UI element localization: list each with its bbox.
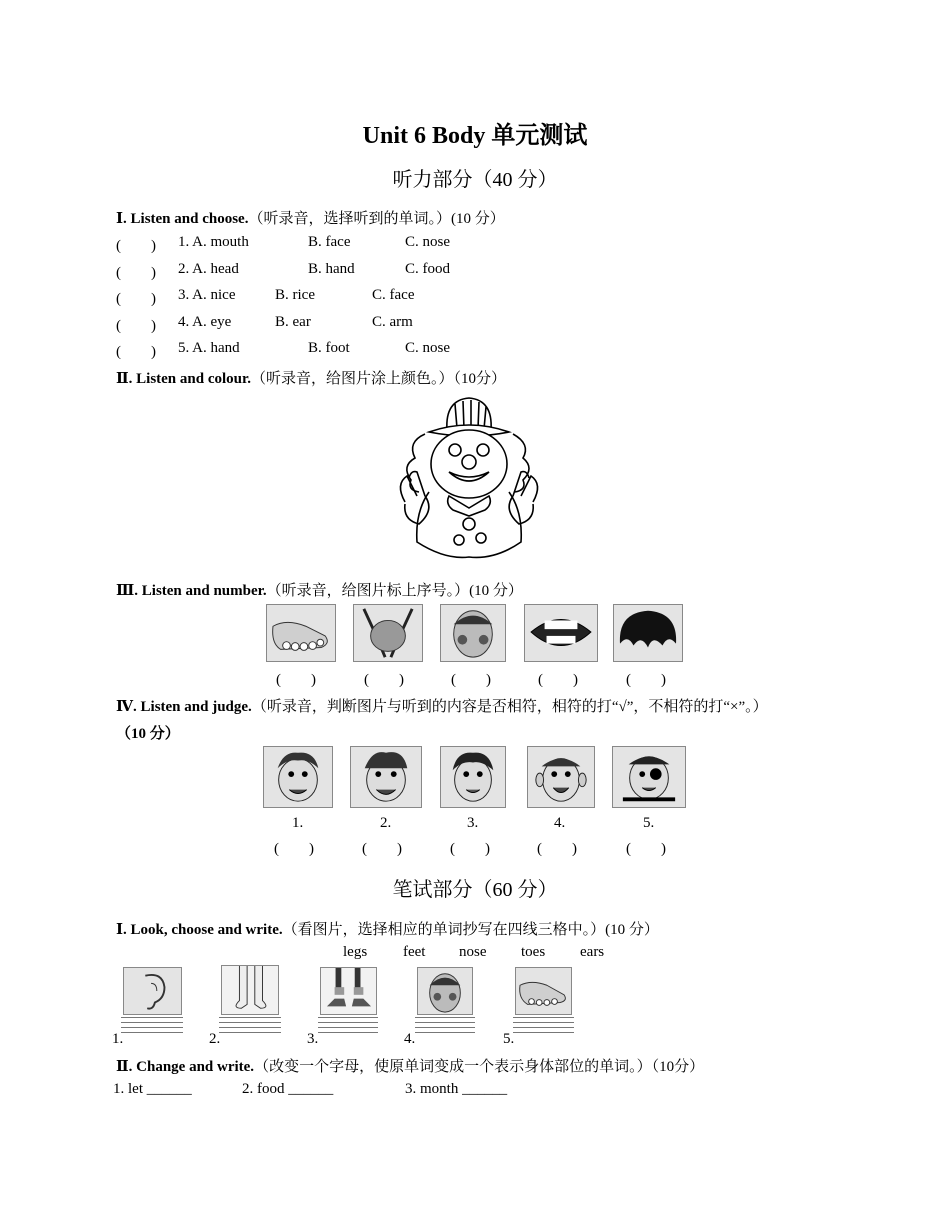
answer-blank[interactable]: ( ) xyxy=(538,672,578,688)
hair-picture xyxy=(613,604,683,662)
toes-picture xyxy=(515,967,572,1015)
option-a: 1. A. mouth xyxy=(178,234,249,250)
ear-picture xyxy=(123,967,182,1015)
nose-face-picture xyxy=(417,967,473,1015)
item-number: 1. xyxy=(112,1031,124,1047)
section-label: Ⅳ. Listen and judge. xyxy=(116,699,252,715)
item-number: 4. xyxy=(554,815,566,831)
judge-score: （10 分） xyxy=(116,726,180,742)
section-label: Ⅲ. Listen and number. xyxy=(116,583,267,599)
section-instructions: （听录音，给图片标上序号。）(10 分） xyxy=(266,583,523,599)
word-bank-word: legs xyxy=(343,944,368,960)
boy-face-picture-3 xyxy=(440,746,506,808)
answer-blank[interactable]: ( ) xyxy=(450,841,490,857)
feet-picture xyxy=(320,967,377,1015)
boy-face-picture-4 xyxy=(527,746,595,808)
option-c: C. face xyxy=(372,287,415,303)
listening-heading: 听力部分（40 分） xyxy=(392,169,558,191)
look-choose-heading xyxy=(116,918,659,939)
change-item[interactable]: 3. month ______ xyxy=(405,1081,508,1097)
answer-blank[interactable]: ( ) xyxy=(451,672,491,688)
listen-number-heading xyxy=(116,579,523,600)
answer-blank[interactable]: ( ) xyxy=(626,672,666,688)
written-heading: 笔试部分（60 分） xyxy=(392,879,558,901)
item-number: 3. xyxy=(307,1031,319,1047)
answer-blank[interactable]: ( ) xyxy=(362,841,402,857)
answer-blank[interactable]: ( ) xyxy=(276,672,316,688)
item-number: 5. xyxy=(503,1031,515,1047)
change-write-heading xyxy=(116,1055,704,1076)
option-c: C. arm xyxy=(372,314,413,330)
item-number: 1. xyxy=(292,815,304,831)
option-c: C. food xyxy=(405,261,450,277)
option-c: C. nose xyxy=(405,234,450,250)
section-label: Ⅰ. Look, choose and write. xyxy=(116,922,283,938)
listen-colour-heading xyxy=(116,367,506,388)
writing-lines-1[interactable] xyxy=(121,1017,183,1037)
mouth-picture xyxy=(524,604,598,662)
section-instructions: （听录音，选择听到的单词。）(10 分） xyxy=(248,211,505,227)
foot-toes-picture xyxy=(266,604,336,662)
answer-blank[interactable]: ( ) xyxy=(116,344,156,360)
section-label: Ⅱ. Listen and colour. xyxy=(116,371,252,387)
writing-lines-2[interactable] xyxy=(219,1017,281,1037)
answer-blank[interactable]: ( ) xyxy=(274,841,314,857)
answer-blank[interactable]: ( ) xyxy=(116,265,156,281)
boy-face-picture-2 xyxy=(350,746,422,808)
item-number: 3. xyxy=(467,815,479,831)
answer-blank[interactable]: ( ) xyxy=(537,841,577,857)
item-number: 4. xyxy=(404,1031,416,1047)
section-label: Ⅱ. Change and write. xyxy=(116,1059,255,1075)
item-number: 5. xyxy=(643,815,655,831)
writing-lines-5[interactable] xyxy=(513,1017,574,1037)
section-instructions: （改变一个字母，使原单词变成一个表示身体部位的单词。）（10分） xyxy=(254,1059,705,1075)
option-b: B. rice xyxy=(275,287,315,303)
change-item[interactable]: 2. food ______ xyxy=(242,1081,334,1097)
section-instructions: （看图片，选择相应的单词抄写在四线三格中。）(10 分） xyxy=(282,922,659,938)
listen-choose-heading xyxy=(116,207,505,228)
section-label: Ⅰ. Listen and choose. xyxy=(116,211,249,227)
option-a: 5. A. hand xyxy=(178,340,240,356)
option-b: B. ear xyxy=(275,314,311,330)
boy-face-picture-1 xyxy=(263,746,333,808)
listen-judge-heading xyxy=(116,695,768,716)
answer-blank[interactable]: ( ) xyxy=(626,841,666,857)
answer-blank[interactable]: ( ) xyxy=(116,291,156,307)
belly-picture xyxy=(353,604,423,662)
pirate-face-picture-5 xyxy=(612,746,686,808)
answer-blank[interactable]: ( ) xyxy=(116,318,156,334)
page-title: Unit 6 Body 单元测试 xyxy=(362,123,588,149)
change-item[interactable]: 1. let ______ xyxy=(113,1081,192,1097)
word-bank-word: feet xyxy=(403,944,426,960)
clown-image xyxy=(385,392,550,562)
writing-lines-3[interactable] xyxy=(318,1017,378,1037)
item-number: 2. xyxy=(380,815,392,831)
option-a: 2. A. head xyxy=(178,261,239,277)
option-b: B. face xyxy=(308,234,351,250)
option-b: B. hand xyxy=(308,261,355,277)
option-c: C. nose xyxy=(405,340,450,356)
word-bank-word: nose xyxy=(459,944,487,960)
option-b: B. foot xyxy=(308,340,350,356)
legs-picture xyxy=(221,965,279,1015)
word-bank-word: ears xyxy=(580,944,605,960)
option-a: 3. A. nice xyxy=(178,287,236,303)
word-bank-word: toes xyxy=(521,944,546,960)
option-a: 4. A. eye xyxy=(178,314,232,330)
section-instructions: （听录音，给图片涂上颜色。）（10分） xyxy=(251,371,507,387)
writing-lines-4[interactable] xyxy=(415,1017,475,1037)
answer-blank[interactable]: ( ) xyxy=(116,238,156,254)
section-instructions: （听录音，判断图片与听到的内容是否相符，相符的打“√”，不相符的打“×”。） xyxy=(251,699,768,715)
item-number: 2. xyxy=(209,1031,221,1047)
face-cheeks-picture xyxy=(440,604,506,662)
answer-blank[interactable]: ( ) xyxy=(364,672,404,688)
